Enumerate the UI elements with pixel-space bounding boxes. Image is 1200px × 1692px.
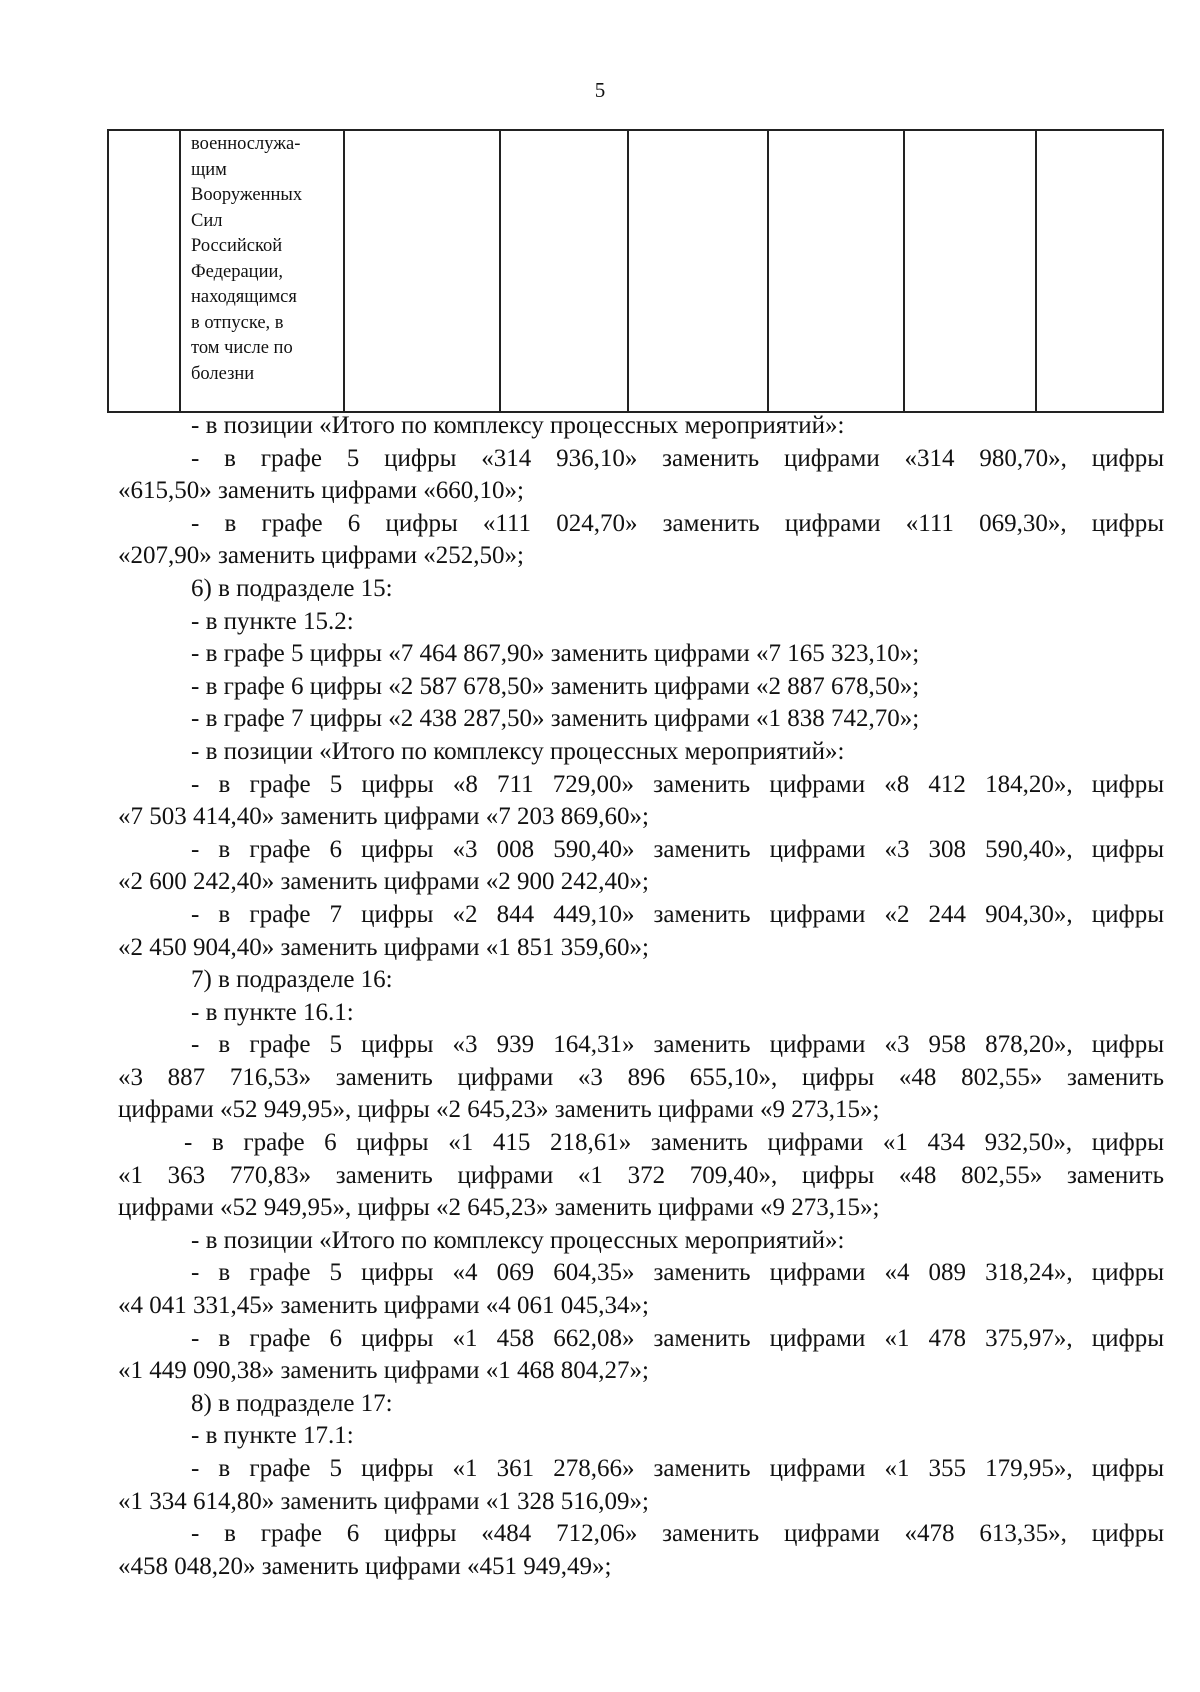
text-line: - в позиции «Итого по комплексу процессных мероприятий»: bbox=[191, 1226, 845, 1254]
text-line: «3 887 716,53» заменить цифрами «3 896 655,10», цифры «48 802,55» заменить bbox=[118, 1063, 1164, 1091]
table-cell bbox=[344, 130, 500, 412]
text-line: «1 363 770,83» заменить цифрами «1 372 709,40», цифры «48 802,55» заменить bbox=[118, 1161, 1164, 1189]
text-line: 8) в подразделе 17: bbox=[191, 1389, 393, 1417]
text-line: «207,90» заменить цифрами «252,50»; bbox=[118, 542, 524, 570]
page-number: 5 bbox=[594, 78, 606, 102]
text-line: - в графе 5 цифры «3 939 164,31» заменить цифрами «3 958 878,20», цифры bbox=[191, 1031, 1164, 1059]
text-line: - в графе 5 цифры «1 361 278,66» заменить цифрами «1 355 179,95», цифры bbox=[191, 1455, 1164, 1482]
table-cell bbox=[500, 130, 628, 412]
text-line: - в позиции «Итого по комплексу процессных мероприятий»: bbox=[191, 412, 845, 439]
table-cell bbox=[628, 130, 768, 412]
text-line: 6) в подразделе 15: bbox=[191, 574, 393, 602]
text-line: «2 450 904,40» заменить цифрами «1 851 359,60»; bbox=[118, 933, 649, 961]
table-cell bbox=[1036, 130, 1163, 412]
table-cell bbox=[904, 130, 1036, 412]
text-line: - в графе 7 цифры «2 844 449,10» заменить цифрами «2 244 904,30», цифры bbox=[191, 900, 1164, 928]
text-line: - в графе 5 цифры «7 464 867,90» заменить цифрами «7 165 323,10»; bbox=[191, 640, 920, 668]
table-cell bbox=[768, 130, 904, 412]
text-line: 7) в подразделе 16: bbox=[191, 966, 393, 994]
text-line: «615,50» заменить цифрами «660,10»; bbox=[118, 477, 524, 505]
table-cell-description: военнослужа- щим Вооруженных Сил Российской Федерации, находящимся в отпуске, в том числе по болезни bbox=[180, 130, 344, 412]
text-line: - в графе 6 цифры «2 587 678,50» заменить цифрами «2 887 678,50»; bbox=[191, 672, 920, 700]
text-line: - в графе 5 цифры «8 711 729,00» заменить цифрами «8 412 184,20», цифры bbox=[191, 770, 1164, 798]
text-line: - в графе 6 цифры «484 712,06» заменить цифрами «478 613,35», цифры bbox=[191, 1520, 1164, 1548]
text-line: - в графе 6 цифры «3 008 590,40» заменить цифрами «3 308 590,40», цифры bbox=[191, 835, 1164, 863]
text-line: «7 503 414,40» заменить цифрами «7 203 869,60»; bbox=[118, 803, 649, 831]
table-row bbox=[108, 130, 1163, 412]
text-line: «4 041 331,45» заменить цифрами «4 061 045,34»; bbox=[118, 1292, 649, 1320]
text-line: - в пункте 15.2: bbox=[191, 607, 354, 635]
text-line: «458 048,20» заменить цифрами «451 949,49»; bbox=[118, 1552, 612, 1580]
table-cell-number bbox=[108, 130, 180, 412]
continued-table bbox=[107, 129, 1164, 413]
amendment-text bbox=[118, 410, 1164, 1583]
text-line: - в пункте 17.1: bbox=[191, 1422, 354, 1450]
text-line: «1 449 090,38» заменить цифрами «1 468 804,27»; bbox=[118, 1357, 649, 1385]
text-line: - в пункте 16.1: bbox=[191, 998, 354, 1026]
text-line: - в графе 6 цифры «1 458 662,08» заменить цифрами «1 478 375,97», цифры bbox=[191, 1324, 1164, 1352]
text-line: - в графе 5 цифры «314 936,10» заменить цифрами «314 980,70», цифры bbox=[191, 444, 1164, 472]
text-line: - в графе 7 цифры «2 438 287,50» заменить цифрами «1 838 742,70»; bbox=[191, 705, 920, 733]
text-line: - в графе 6 цифры «111 024,70» заменить цифрами «111 069,30», цифры bbox=[191, 509, 1164, 537]
text-line: «1 334 614,80» заменить цифрами «1 328 516,09»; bbox=[118, 1487, 649, 1515]
text-line: - в графе 6 цифры «1 415 218,61» заменить цифрами «1 434 932,50», цифры bbox=[184, 1129, 1164, 1157]
text-line: «2 600 242,40» заменить цифрами «2 900 242,40»; bbox=[118, 868, 649, 896]
text-line: - в графе 5 цифры «4 069 604,35» заменить цифрами «4 089 318,24», цифры bbox=[191, 1259, 1164, 1287]
text-line: цифрами «52 949,95», цифры «2 645,23» заменить цифрами «9 273,15»; bbox=[118, 1096, 880, 1124]
text-line: цифрами «52 949,95», цифры «2 645,23» заменить цифрами «9 273,15»; bbox=[118, 1194, 880, 1222]
text-line: - в позиции «Итого по комплексу процессных мероприятий»: bbox=[191, 737, 845, 765]
